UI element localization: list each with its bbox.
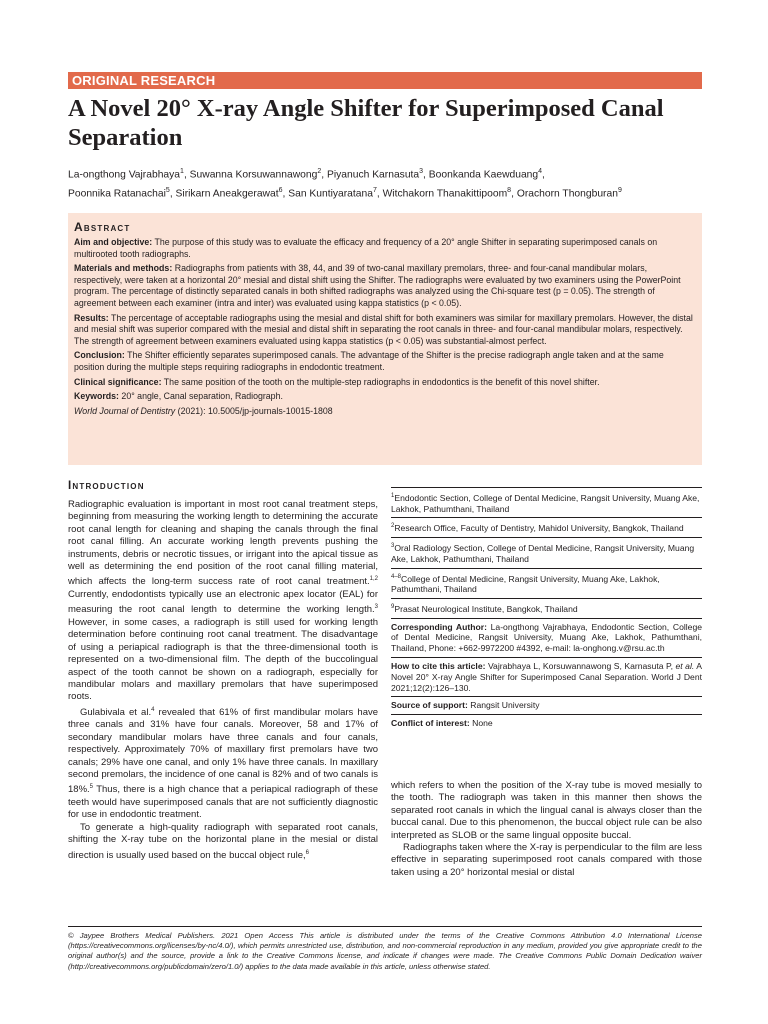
affiliation: $^2$Research Office, Faculty of Dentistry, Mahidol University, Bangkok, Thailand [391,518,702,538]
body-paragraph: Radiographic evaluation is important in most root canal treatment steps, beginning from measuring the working length to determining the accurate root canal length for cleaning and shaping the canals through the final root canal filling. An accurate working length prevents pushing the instruments, debris or necrotic tissues, or irrigant into the apical tissue as well as determining the end position of the root canal filling material, which affects the long-term success rate of root canal treatment.$^{1,2}$ Currently, endodontists typically use an electronic apex locator (EAL) for measuring the root canal length to determine the working length.$^3$ However, in some cases, a radiograph is still used for working length determination before continuing root canal treatment. The disadvantage of using a periapical radiograph is that the three-dimensional tooth is represented on a two-dimensional film. The depth of the buccolingual aspect of the tooth cannot be shown on a radiograph, especially for mandibular molars and maxillary premolars that have superimposed roots. [68,499,378,703]
affiliation: $^{4-8}$College of Dental Medicine, Rangsit University, Muang Ake, Lakhok, Pathumthani, Thailand [391,569,702,599]
author-name: San Kuntiyaratana [288,188,373,200]
corresponding-author: Corresponding Author: La-ongthong Vajrabhaya, Endodontic Section, College of Dental Medicine, Rangsit University, Muang Ake, Lakhok, Pathumthani, Thailand, Phone: +662-9972200 #4392, e-mail: la-onghong.v@rsu.ac.th [391,619,702,658]
how-to-cite: How to cite this article: Vajrabhaya L, Korsuwannawong S, Karnasuta P, et al. A Novel 20° X-ray Angle Shifter for Superimposed Canal Separation. World J Dent 2021;12(2):126–130. [391,658,702,697]
body-paragraph: Gulabivala et al.$^4$ revealed that 61% of first mandibular molars have three canals and 31% have four canals. Moreover, 58 and 17% of secondary mandibular molars have three canals and four canals, respectively. Approximately 70% of maxillary first premolars have two canals; 29% have one canal, and only 1% have three canals. In maxillary second premolars, the incidence of one canal is 82% and of two canals is 18%.$^5$ Thus, there is a high chance that a periapical radiograph of these teeth would have superimposed canals that are not sufficiently diagnostic for use in endodontic treatment. [68,706,379,821]
abstract-significance: Clinical significance: The same position of the tooth on the multiple-step radiographs in endodontics is the benefit of this novel shifter. [74,376,600,387]
affiliation: $^1$Endodontic Section, College of Dental Medicine, Rangsit University, Muang Ake, Lakhok, Pathumthani, Thailand [391,488,702,518]
author-name: Boonkanda Kaewduang [428,169,539,181]
abstract-keywords: Keywords: 20° angle, Canal separation, Radiograph. [74,391,283,402]
author-name: La-ongthong Vajrabhaya [68,169,181,181]
introduction-heading: Introduction [68,480,145,492]
body-paragraph: which refers to when the position of the X-ray tube is moved mesially to the tooth. The radiograph was taken in this manner then shows the separated root canals in which the lingual canal is always closer than the buccal canal. Due to this phenomenon, the buccal object rule can be also interpreted as SLOB or the same lingual opposite buccal. [391,780,702,841]
abstract-results: Results: The percentage of acceptable radiographs using the mesial and distal shift for both examiners was similar for maxillary premolars. However, the distal and mesial shift was superior compared with the mesial and distal shift in separating the root canals in three- and four-canal mandibular molars, respectively. The strength of agreement between examiners evaluated using kappa statistics (p < 0.05) was substantial-almost perfect. [74,312,693,346]
affiliations-box [391,487,702,732]
abstract-box [68,213,702,465]
affiliation: $^3$Oral Radiology Section, College of Dental Medicine, Rangsit University, Muang Ake, Lakhok, Pathumthani, Thailand [391,538,702,568]
license-footnote: © Jaypee Brothers Medical Publishers. 2021 Open Access This article is distributed under the terms of the Creative Commons Attribution 4.0 International License (https://creativecommons.org/licenses/by-nc/4.0/), which permits unrestricted use, distribution, and non-commercial reproduction in any medium, provided you give appropriate credit to the original author(s) and the source, provide a link to the Creative Commons license, and indicate if changes were made. The Creative Commons Public Domain Dedication waiver (http://creativecommons.org/publicdomain/zero/1.0/) applies to the data made available in this article, unless otherwise stated. [68,926,702,972]
author-name: Poonnika Ratanachai [68,188,166,200]
body-paragraph: To generate a high-quality radiograph with separated root canals, shifting the X-ray tube on the horizontal plane in the mesial or distal direction is usually used based on the buccal object rule,$^6$ [68,821,378,861]
body-column-left [68,499,378,862]
abstract-aim: Aim and objective: The purpose of this study was to evaluate the efficacy and frequency of a 20° angle Shifter in separating superimposed canals on multirooted tooth radiographs. [74,237,658,259]
author-name: Orachorn Thongburan [516,188,618,200]
abstract-heading: Abstract [74,220,131,234]
author-name: Piyanuch Karnasuta [326,169,420,181]
section-label: ORIGINAL RESEARCH [68,72,702,89]
body-paragraph: Radiographs taken where the X-ray is perpendicular to the film are less effective in separating superimposed root canals compared with those taken using a 20° horizontal mesial or distal [391,842,702,878]
author-list: La-ongthong Vajrabhaya$^1$, Suwanna Korsuwannawong$^2$, Piyanuch Karnasuta$^3$, Boonkanda Kaewduang$^4$, Poonnika Ratanachai$^5$, Sirikarn Aneakgerawat$^6$, San Kuntiyaratana$^7$, Witchakorn Thanakittipoom$^8$, Orachorn Thongburan$^9$ [68,168,622,200]
conflict-of-interest: Conflict of interest: None [391,718,493,729]
abstract-methods: Materials and methods: Radiographs from patients with 38, 44, and 39 of two-canal maxillary premolars, three- and four-canal mandibular molars, respectively, were taken at a horizontal 20° mesial and distal shift using the Shifter. The radiographs were evaluated by two examiners using the PowerPoint program. The percentage of distinctly separated canals in both shifted radiographs was analyzed using the Chi-square test (p = 0.05). The strength of agreement between each examiner (intra and inter) was evaluated using kappa statistics (p < 0.05). [74,263,681,308]
author-name: Suwanna Korsuwannawong [189,169,318,181]
article-title: A Novel 20° X-ray Angle Shifter for Superimposed Canal Separation [68,95,664,151]
author-name: Sirikarn Aneakgerawat [175,188,279,200]
abstract-citation: World Journal of Dentistry (2021): 10.5005/jp-journals-10015-1808 [74,405,333,416]
author-name: Witchakorn Thanakittipoom [382,188,508,200]
affiliation: $^9$Prasat Neurological Institute, Bangkok, Thailand [391,599,702,619]
abstract-conclusion: Conclusion: The Shifter efficiently separates superimposed canals. The advantage of the Shifter is the precise radiograph angle taken and at the same position during the multiple steps requiring radiographs in endodontic treatment. [74,350,664,372]
body-column-right [391,780,702,879]
source-of-support: Source of support: Rangsit University [391,697,702,715]
